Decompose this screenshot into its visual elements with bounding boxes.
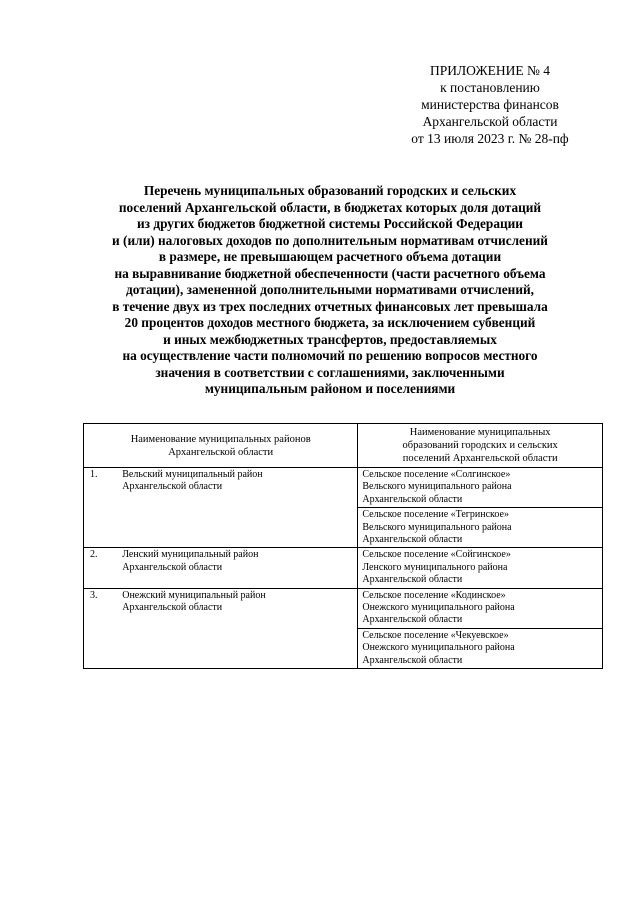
settlement-text: Сельское поселение «Кодинское»: [362, 589, 506, 601]
appendix-line: ПРИЛОЖЕНИЕ № 4: [429, 63, 551, 78]
title-line: в размере, не превышающем расчетного объема дотации: [158, 249, 502, 264]
title-line: 20 процентов доходов местного бюджета, за исключением субвенций: [124, 315, 536, 330]
header-text: поселений Архангельской области: [402, 453, 558, 464]
table-header-row: [84, 424, 603, 468]
title-line: и иных межбюджетных трансфертов, предоставляемых: [163, 331, 497, 347]
settlement-cell: [358, 548, 603, 588]
title-line: на осуществление части полномочий по решению вопросов местного: [122, 348, 538, 363]
header-text: Наименование муниципальных районов: [130, 433, 311, 445]
settlement-text: Сельское поселение «Солгинское»: [362, 469, 511, 480]
settlement-text: Архангельской области: [362, 574, 463, 586]
district-name: [118, 468, 358, 548]
appendix-header: [360, 62, 620, 147]
settlement-cell: [358, 468, 603, 508]
district-text: Архангельской области: [122, 481, 223, 493]
title-line: из других бюджетов бюджетной системы Российской Федерации: [137, 216, 523, 231]
header-text: Наименование муниципальных: [409, 427, 551, 438]
district-text: Ленский муниципальный район: [122, 549, 259, 561]
settlement-text: Архангельской области: [362, 614, 463, 626]
title-line: дотации), замененной дополнительными нормативами отчислений,: [126, 282, 534, 297]
district-text: Онежский муниципальный район: [122, 589, 266, 601]
settlement-text: Онежского муниципального района: [362, 602, 515, 614]
district-text: Вельский муниципальный район: [122, 469, 263, 480]
settlement-text: Ленского муниципального района: [362, 561, 508, 573]
district-name: [118, 548, 358, 588]
appendix-line: к постановлению: [440, 80, 540, 95]
appendix-line: Архангельской области: [422, 114, 558, 129]
table-row: [84, 588, 603, 628]
settlement-text: Сельское поселение «Тегринское»: [362, 509, 509, 521]
district-text: Архангельской области: [122, 602, 223, 614]
header-districts: [84, 424, 358, 468]
settlement-cell: [358, 628, 603, 668]
table-row: [84, 548, 603, 588]
row-number: 3.: [84, 588, 119, 668]
title-line: поселений Архангельской области, в бюджетах которых доля дотаций: [118, 199, 542, 215]
title-line: Перечень муниципальных образований городских и сельских: [143, 183, 517, 198]
title-line: муниципальным районом и поселениями: [204, 381, 456, 396]
settlement-text: Архангельской области: [362, 534, 463, 546]
municipalities-table: [83, 423, 603, 669]
title-line: значения в соответствии с соглашениями, заключенными: [155, 364, 505, 380]
title-line: и (или) налоговых доходов по дополнительным нормативам отчислений: [112, 232, 548, 248]
settlement-text: Архангельской области: [362, 493, 463, 505]
district-text: Архангельской области: [122, 561, 223, 573]
settlement-text: Сельское поселение «Чекуевское»: [362, 629, 509, 641]
header-text: образований городских и сельских: [402, 440, 558, 451]
title-line: на выравнивание бюджетной обеспеченности (части расчетного объема: [114, 265, 546, 281]
table-row: [84, 468, 603, 508]
document-title: [70, 183, 590, 398]
district-name: [118, 588, 358, 668]
settlement-text: Сельское поселение «Сойгинское»: [362, 549, 511, 561]
row-number: 2.: [84, 548, 119, 588]
settlement-text: Онежского муниципального района: [362, 642, 515, 654]
settlement-cell: [358, 508, 603, 548]
settlement-cell: [358, 588, 603, 628]
settlement-text: Вельского муниципального района: [362, 481, 512, 493]
title-line: в течение двух из трех последних отчетных финансовых лет превышала: [112, 298, 548, 314]
appendix-line: министерства финансов: [421, 97, 559, 112]
appendix-line: от 13 июля 2023 г. № 28-пф: [411, 131, 569, 146]
header-settlements: [358, 424, 603, 468]
header-text: Архангельской области: [168, 446, 274, 458]
settlement-text: Архангельской области: [362, 654, 463, 666]
row-number: 1.: [84, 468, 119, 548]
settlement-text: Вельского муниципального района: [362, 521, 512, 533]
